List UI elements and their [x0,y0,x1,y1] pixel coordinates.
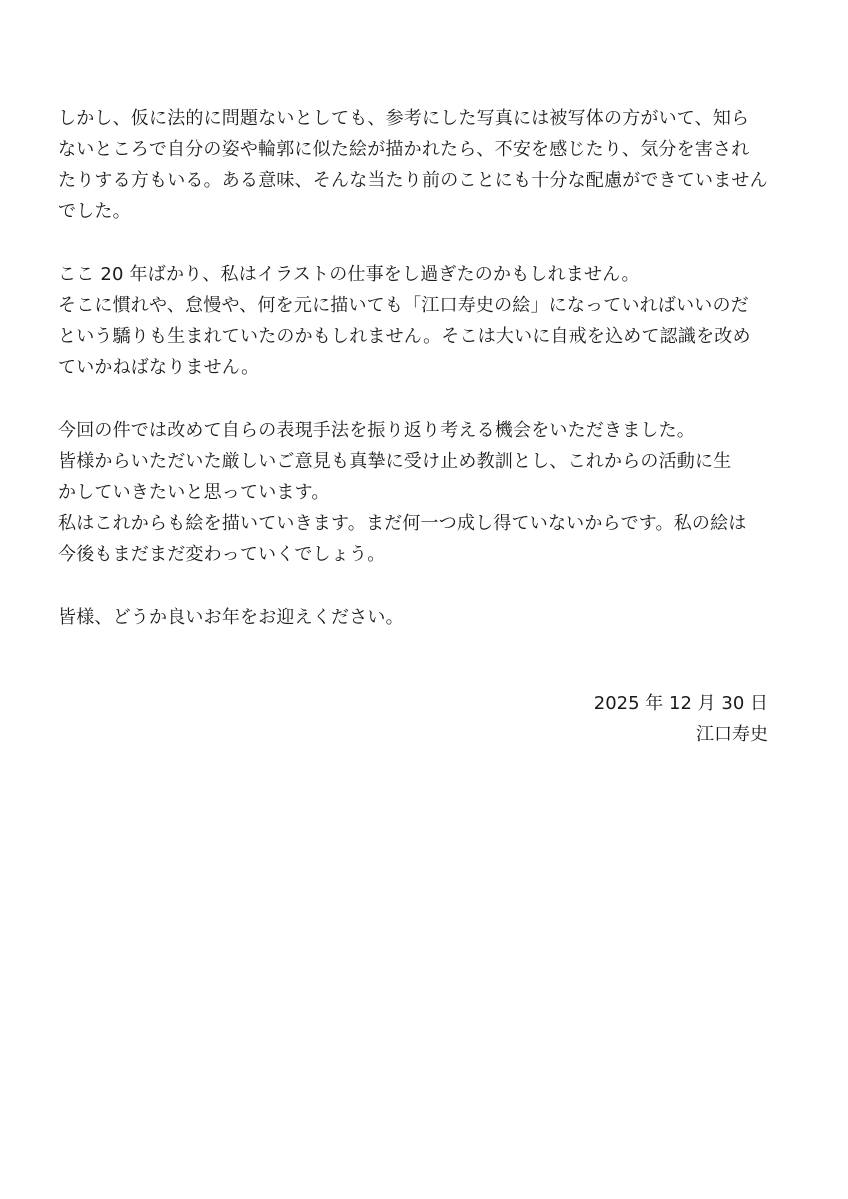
text-line: でした。 [58,201,131,222]
signature-block [594,688,768,750]
text-line: ていかねばなりません。 [58,357,260,378]
text-line: 皆様、どうか良いお年をお迎えください。 [58,607,404,628]
paragraph [58,602,798,633]
text-line: たりする方もいる。ある意味、そんな当たり前のことにも十分な配慮ができていません [58,170,768,191]
paragraph [58,415,798,570]
text-line: ここ 20 年ばかり、私はイラストの仕事をし過ぎたのかもしれません。 [58,264,640,285]
letter-date: 2025 年 12 月 30 日 [593,693,768,714]
paragraph [58,103,798,227]
letter-body [58,103,798,665]
text-line: 私はこれからも絵を描いていきます。まだ何一つ成し得ていないからです。私の絵は [58,513,747,534]
text-line: という驕りも生まれていたのかもしれません。そこは大いに自戒を込めて認識を改め [58,326,751,347]
text-line: 皆様からいただいた厳しいご意見も真摯に受け止め教訓とし、これからの活動に生 [58,451,732,472]
text-line: 今後もまだまだ変わっていくでしょう。 [58,544,386,565]
paragraph [58,259,798,383]
text-line: ないところで自分の姿や輪郭に似た絵が描かれたら、不安を感じたり、気分を害され [58,139,750,160]
text-line: 今回の件では改めて自らの表現手法を振り返り考える機会をいただきました。 [58,420,695,441]
text-line: そこに慣れや、怠慢や、何を元に描いても「江口寿史の絵」になっていればいいのだ [58,295,749,316]
letter-author: 江口寿史 [696,724,768,745]
text-line: かしていきたいと思っています。 [58,482,330,503]
text-line: しかし、仮に法的に問題ないとしても、参考にした写真には被写体の方がいて、知ら [58,108,750,129]
